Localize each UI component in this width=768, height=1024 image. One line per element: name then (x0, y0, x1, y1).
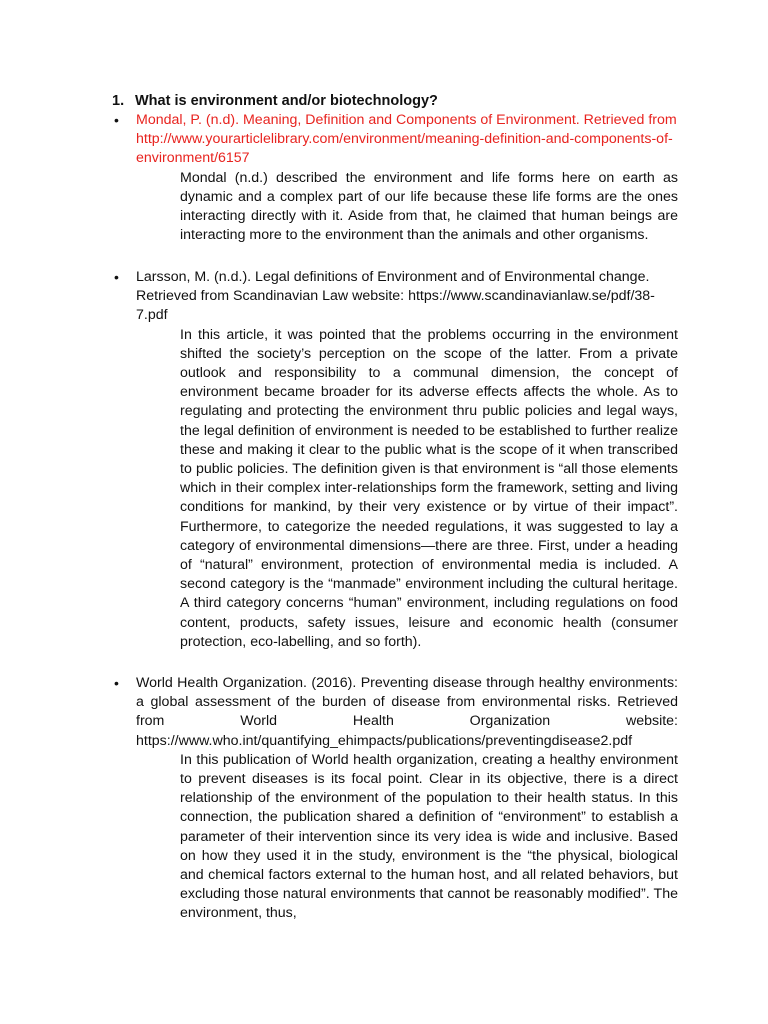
citation-larsson: Larsson, M. (n.d.). Legal definitions of Environment and of Environmental change. Retrieved from Scandinavian Law website: https://www.scandinavianlaw.se/pdf/38-7.pdf (136, 269, 655, 324)
bullet-icon: • (114, 675, 119, 691)
reference-entry-who (114, 674, 678, 924)
annotation-larsson: In this article, it was pointed that the problems occurring in the environment shifted the society’s perception on the scope of the latter. From a private outlook and responsibility to a communal dimension, the concept of environment became broader for its adverse effects affects the whole. As to regulating and protecting the environment thru public policies and legal ways, the legal definition of environment is needed to be established to further realize these and making it clear to the public what is the scope of it when transcribed to public policies. The definition given is that environment is “all those elements which in their complex inter-relationships form the framework, setting and living conditions for mankind, by their very existence or by virtue of their impact”. Furthermore, to categorize the needed regulations, it was suggested to lay a category of environmental dimensions—there are three. First, under a heading of “natural” environment, protection of environmental media is included. A second category is the “manmade” environment including the cultural heritage. A third category concerns “human” environment, including regulations on food content, products, safety issues, leisure and economic health (consumer protection, eco-labelling, and so forth). (180, 326, 678, 650)
citation-mondal: Mondal, P. (n.d). Meaning, Definition and Components of Environment. Retrieved from http://www.yourarticlelibrary.com/environment/meaning-definition-and-components-of-environment/6157 (136, 112, 677, 167)
bullet-icon: • (114, 112, 119, 128)
annotation-who: In this publication of World health organization, creating a healthy environment to prevent diseases is its focal point. Clear in its objective, there is a direct relationship of the environment of the population to their health status. In this connection, the publication shared a definition of “environment” to establish a parameter of their intervention since its very idea is wide and inclusive. Based on how they used it in the study, environment is the “the physical, biological and chemical factors external to the human host, and all related behaviors, but excluding those natural environments that cannot be reasonably modified”. The environment, thus, (180, 751, 678, 922)
bullet-icon: • (114, 269, 119, 285)
heading-number: 1. (112, 93, 125, 109)
annotation-mondal: Mondal (n.d.) described the environment and life forms here on earth as dynamic and a complex part of our life because these life forms are the ones interacting directly with it. Aside from that, he claimed that human beings are interacting more to the environment than the animals and other organisms. (180, 169, 678, 244)
heading-text: What is environment and/or biotechnology? (135, 93, 438, 109)
section-heading (112, 93, 438, 109)
reference-entry-mondal (114, 111, 678, 245)
reference-entry-larsson (114, 268, 678, 652)
citation-who: World Health Organization. (2016). Preventing disease through healthy environments: a global assessment of the burden of disease from environmental risks. Retrieved from World Health Organization website: https://www.who.int/quantifying_ehimpacts/publications/preventingdisease2.pdf (136, 675, 678, 749)
